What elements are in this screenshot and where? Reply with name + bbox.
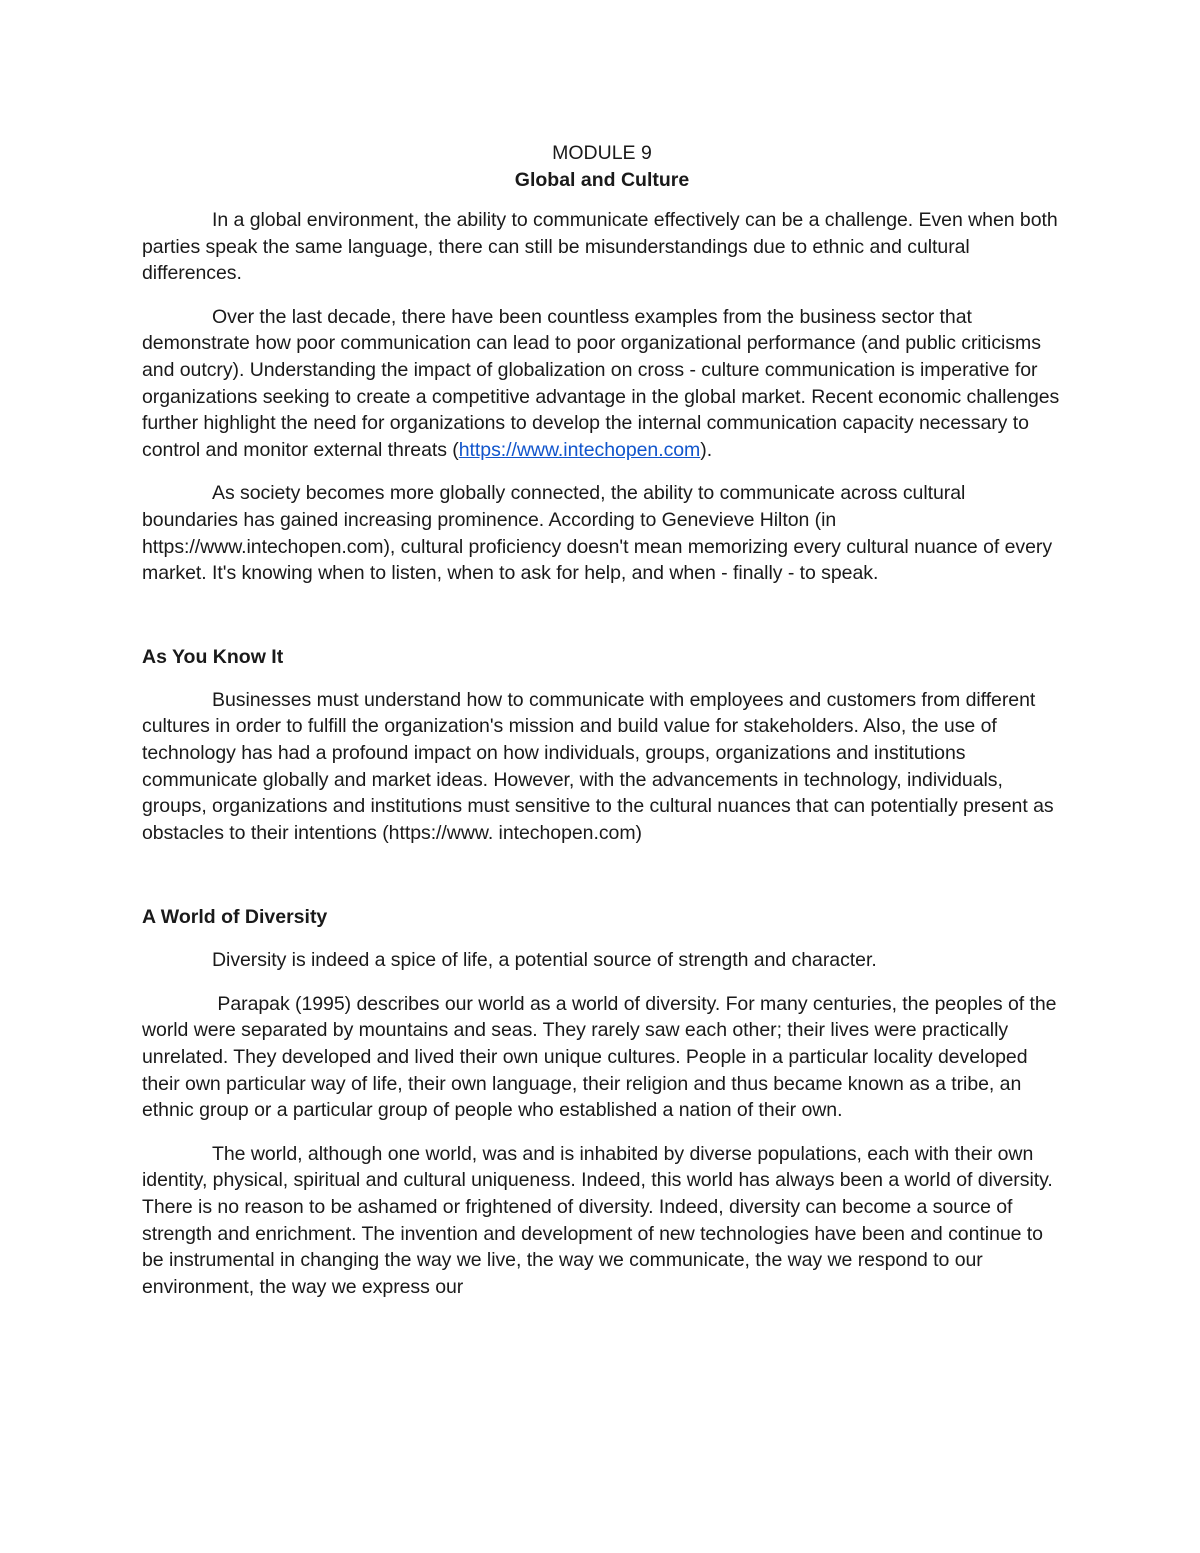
intro-paragraph-1: In a global environment, the ability to communicate effectively can be a challenge. Even when both parties speak the same language, there can still be misunderstandings due to ethnic and cultural differences. xyxy=(142,209,1058,285)
document-page xyxy=(142,140,1062,1300)
section2-paragraph-3: The world, although one world, was and is inhabited by diverse populations, each with their own identity, physical, spiritual and cultural uniqueness. Indeed, this world has always been a world of diversity. There is no reason to be ashamed or frightened of diversity. Indeed, diversity can become a source of strength and enrichment. The invention and development of new technologies have been and continue to be instrumental in changing the way we live, the way we communicate, the way we respond to our environment, the way we express our xyxy=(142,1142,1053,1298)
section-heading-world-of-diversity: A World of Diversity xyxy=(142,906,328,929)
intro-paragraph-3: As society becomes more globally connected, the ability to communicate across cultural boundaries has gained increasing prominence. According to Genevieve Hilton (in https://www.intechopen.com), cultural proficiency doesn't mean memorizing every cultural nuance of every market. It's knowing when to listen, when to ask for help, and when - finally - to speak. xyxy=(142,482,1053,585)
intro-paragraph-2-text: Over the last decade, there have been countless examples from the business sector that demonstrate how poor communication can lead to poor organizational performance (and public criticisms and outcry). Understanding the impact of globalization on cross - culture communication is imperative for organizations seeking to create a competitive advantage in the global market. Recent economic challenges further highlight the need for organizations to develop the internal communication capacity necessary to control and monitor external threats ( xyxy=(142,305,1060,461)
intro-paragraph-2 xyxy=(142,304,1062,464)
section2-paragraph-1: Diversity is indeed a spice of life, a potential source of strength and character. xyxy=(212,949,877,972)
module-subtitle: Global and Culture xyxy=(514,169,690,191)
section-heading-as-you-know-it: As You Know It xyxy=(142,645,284,668)
section2-paragraph-2: Parapak (1995) describes our world as a world of diversity. For many centuries, the peoples of the world were separated by mountains and seas. They rarely saw each other; their lives were practically unrelated. They developed and lived their own unique cultures. People in a particular locality developed their own particular way of life, their own language, their religion and thus became known as a tribe, an ethnic group or a particular group of people who established a nation of their own. xyxy=(142,992,1062,1122)
intro-paragraph-2-end: ). xyxy=(700,438,713,461)
section1-paragraph-1: Businesses must understand how to communicate with employees and customers from different cultures in order to fulfill the organization's mission and build value for stakeholders. Also, the use of technology has had a profound impact on how individuals, groups, organizations and institutions communicate globally and market ideas. However, with the advancements in technology, individuals, groups, organizations and institutions must sensitive to the cultural nuances that can potentially present as obstacles to their intentions (https://www. intechopen.com) xyxy=(142,688,1054,844)
module-title: MODULE 9 xyxy=(552,142,652,164)
intechopen-link[interactable]: https://www.intechopen.com xyxy=(458,438,701,461)
